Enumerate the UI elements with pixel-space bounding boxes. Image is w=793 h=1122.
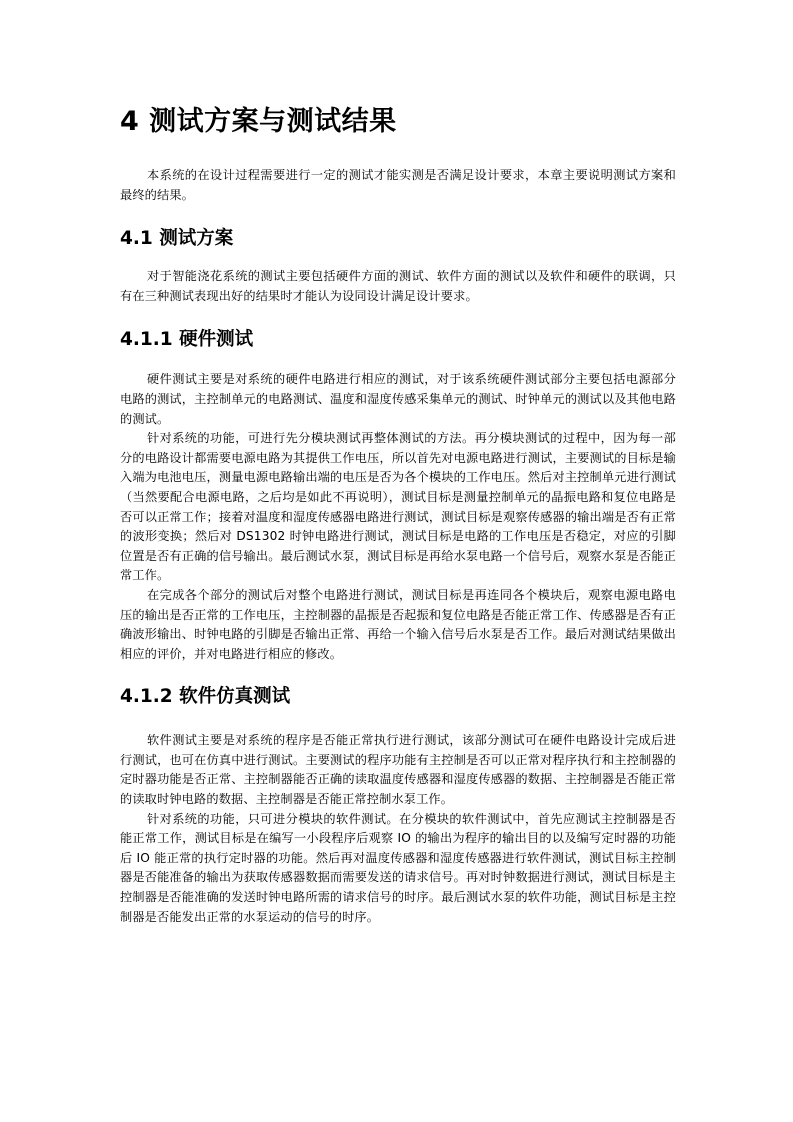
software-test-paragraph-1: 软件测试主要是对系统的程序是否能正常执行进行测试，该部分测试可在硬件电路设计完成后进行测试，也可在仿真中进行测试。主要测试的程序功能有主控制是否可以正常对程序执行和主控制器的定时器功能是否正常、主控制器能否正确的读取温度传感器和湿度传感器的数据、主控制器是否能正常的读取时钟电路的数据、主控制器是否能正常控制水泵工作。 — [120, 733, 676, 807]
hardware-test-paragraph-3: 在完成各个部分的测试后对整个电路进行测试，测试目标是再连同各个模块后，观察电源电路电压的输出是否正常的工作电压，主控制器的晶振是否起振和复位电路是否能正常工作、传感器是否有正确波形输出、时钟电路的引脚是否输出正常、再给一个输入信号后水泵是否工作。最后对测试结果做出相应的评价，并对电路进行相应的修改。 — [120, 587, 676, 661]
section-heading-4-1-2: 4.1.2 软件仿真测试 — [120, 686, 291, 708]
intro-paragraph: 本系统的在设计过程需要进行一定的测试才能实测是否满足设计要求，本章主要说明测试方案和最终的结果。 — [120, 168, 676, 202]
chapter-title: 4 测试方案与测试结果 — [120, 106, 397, 137]
section-4-1-paragraph: 对于智能浇花系统的测试主要包括硬件方面的测试、软件方面的测试以及软件和硬件的联调，只有在三种测试表现出好的结果时才能认为设同设计满足设计要求。 — [120, 269, 676, 303]
software-test-paragraph-2: 针对系统的功能，只可进分模块的软件测试。在分模块的软件测试中，首先应测试主控制器是否能正常工作，测试目标是在编写一小段程序后观察 IO 的输出为程序的输出目的以及编写定时器的功能后 IO 能正常的执行定时器的功能。然后再对温度传感器和湿度传感器进行软件测试，测试目标主控制器是否能准备的输出为获取传感器数据而需要发送的请求信号。再对时钟数据进行测试，测试目标是主控制器是否能准确的发送时钟电路所需的请求信号的时序。最后测试水泵的软件功能，测试目标是主控制器是否能发出正常的水泵运动的信号的时序。 — [120, 811, 676, 924]
hardware-test-paragraph-1: 硬件测试主要是对系统的硬件电路进行相应的测试，对于该系统硬件测试部分主要包括电源部分电路的测试，主控制单元的电路测试、温度和湿度传感采集单元的测试、时钟单元的测试以及其他电路的测试。 — [120, 372, 676, 426]
page-content — [120, 98, 676, 927]
section-heading-4-1: 4.1 测试方案 — [120, 228, 234, 250]
hardware-test-paragraph-2: 针对系统的功能，可进行先分模块测试再整体测试的方法。再分模块测试的过程中，因为每一部分的电路设计都需要电源电路为其提供工作电压，所以首先对电源电路进行测试，主要测试的目标是输入端为电池电压，测量电源电路输出端的电压是否为各个模块的工作电压。然后对主控制单元进行测试（当然要配合电源电路，之后均是如此不再说明），测试目标是测量控制单元的晶振电路和复位电路是否可以正常工作；接着对温度和湿度传感器电路进行测试，测试目标是观察传感器的输出端是否有正常的波形变换；然后对 DS1302 时钟电路进行测试，测试目标是电路的工作电压是否稳定，对应的引脚位置是否有正确的信号输出。最后测试水泵，测试目标是再给水泵电路一个信号后，观察水泵是否能正常工作。 — [120, 431, 676, 583]
section-heading-4-1-1: 4.1.1 硬件测试 — [120, 329, 254, 351]
